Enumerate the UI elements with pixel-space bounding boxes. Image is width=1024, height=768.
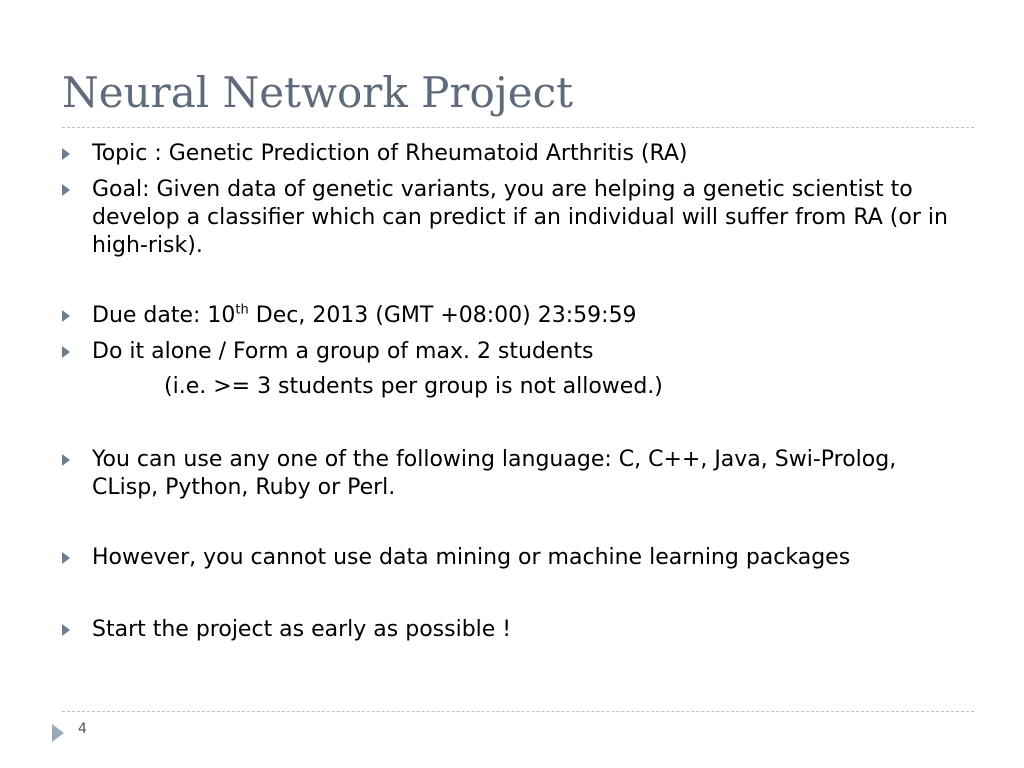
bullet-triangle-icon [62, 454, 70, 466]
page-number: 4 [78, 721, 87, 737]
bullet-text: Start the project as early as possible ! [92, 617, 512, 642]
footer-divider [62, 711, 974, 712]
title-divider [62, 127, 974, 128]
footer-triangle-icon [52, 724, 64, 742]
bullet-triangle-icon [62, 148, 70, 160]
bullet-text: Goal: Given data of genetic variants, you are helping a genetic scientist to develop a classifier which can predict if an individual will suffer from RA (or in high-risk). [92, 177, 948, 258]
bullet-text [92, 302, 962, 330]
bullet-text: Do it alone / Form a group of max. 2 students [92, 339, 594, 364]
due-date-ordinal: th [235, 302, 249, 318]
bullet-triangle-icon [62, 624, 70, 636]
slide-title: Neural Network Project [62, 68, 574, 117]
bullet-text: You can use any one of the following language: C, C++, Java, Swi-Prolog, CLisp, Python, Ruby or Perl. [92, 447, 897, 500]
bullet-triangle-icon [62, 346, 70, 358]
due-date-prefix: Due date: 10 [92, 303, 236, 328]
due-date-suffix: Dec, 2013 (GMT +08:00) 23:59:59 [248, 303, 637, 328]
bullet-triangle-icon [62, 552, 70, 564]
bullet-triangle-icon [62, 184, 70, 196]
bullet-triangle-icon [62, 310, 70, 322]
bullet-text: However, you cannot use data mining or machine learning packages [92, 545, 851, 570]
bullet-text: Topic : Genetic Prediction of Rheumatoid Arthritis (RA) [92, 141, 688, 166]
group-note: (i.e. >= 3 students per group is not allowed.) [164, 374, 663, 399]
